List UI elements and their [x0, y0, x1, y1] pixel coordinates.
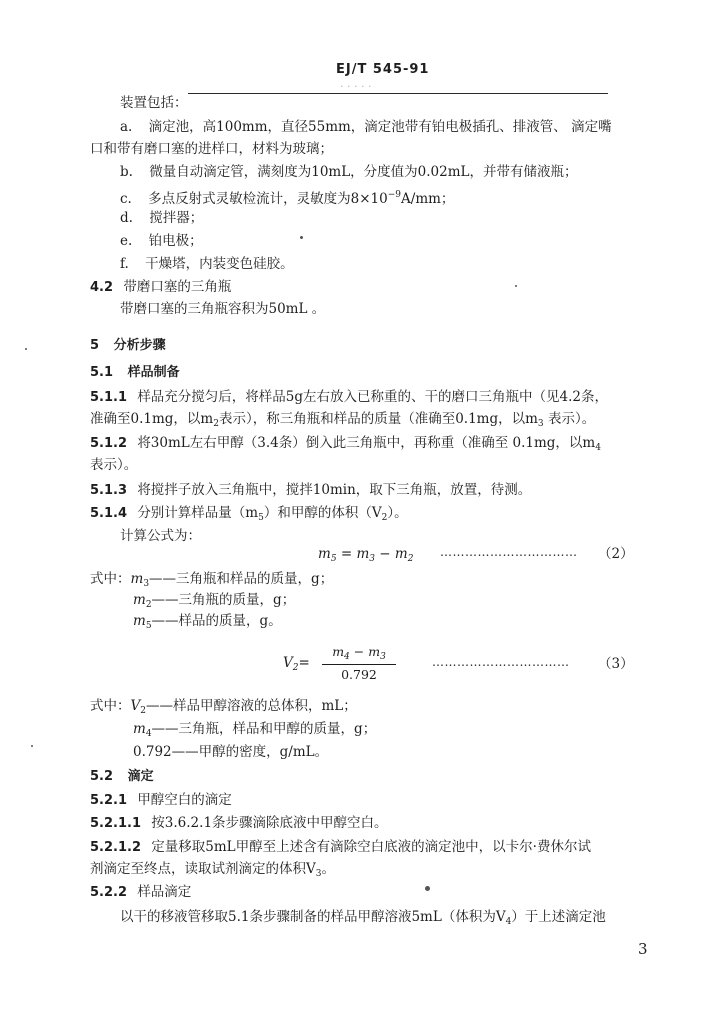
formula-2-leader: …………………………… [440, 545, 578, 559]
item-f: f. 干燥塔，内装变色硅胶。 [120, 256, 294, 272]
section-5-2-heading: 5.2 滴定 [90, 769, 154, 784]
scan-speck [515, 285, 517, 287]
clause-5-2-1-2: 5.2.1.2 定量移取5mL甲醇至上述含有滴除空白底液的滴定池中，以卡尔·费休尔试 [90, 839, 591, 855]
where-2-row-1: 式中：$m_3——$三角瓶和样品的质量，g； [90, 571, 334, 589]
scan-speck [425, 886, 430, 891]
scan-speck [300, 236, 303, 239]
clause-5-1-3: 5.1.3 将搅拌子放入三角瓶中，搅拌10min，取下三角瓶，放置，待测。 [90, 482, 532, 498]
clause-5-1-2-cont: 表示）。 [90, 457, 138, 473]
scan-speck [31, 745, 33, 747]
section-4-2-heading: 4.2 带磨口塞的三角瓶 [90, 279, 232, 295]
last-paragraph-line: 以干的移液管移取5.1条步骤制备的样品甲醇溶液5mL（体积为$V_4$）于上述滴定池 [120, 909, 606, 927]
section-5-2-2-heading: 5.2.2 样品滴定 [90, 884, 192, 900]
clause-5-2-1-1: 5.2.1.1 按3.6.2.1条步骤滴除底液中甲醇空白。 [90, 815, 388, 831]
formula-2: $m_5 = m_3 - m_2$ [318, 546, 414, 564]
clause-5-2-1-2-cont: 剂滴定至终点，读取试剂滴定的体积$V_3$。 [90, 861, 335, 879]
header-bleed-mark: · · · · · [340, 80, 372, 93]
formula-3-lhs: $V_2=$ [283, 655, 310, 673]
item-d: d. 搅拌器； [120, 210, 204, 226]
section-5-1-heading: 5.1 样品制备 [90, 365, 180, 380]
item-e: e. 铂电极； [120, 233, 203, 249]
item-b: b. 微量自动滴定管，满刻度为10mL，分度值为0.02mL，并带有储液瓶； [120, 164, 578, 180]
formula-3-fraction-bar [322, 664, 396, 665]
header-rule [188, 93, 608, 94]
where-2-row-3: $m_5——$样品的质量，g。 [133, 613, 282, 631]
where-2-row-2: $m_2——$三角瓶的质量，g； [133, 592, 296, 610]
where-3-row-1: 式中：$V_2——$样品甲醇溶液的总体积，mL； [90, 698, 357, 716]
formula-3-numerator: $m_4 - m_3$ [332, 644, 386, 662]
item-a: a. 滴定池，高100mm，直径55mm，滴定池带有铂电极插孔、排液管、 滴定嘴 [120, 119, 612, 135]
document-code: EJ/T 545-91 [336, 62, 430, 77]
clause-5-1-4: 5.1.4 分别计算样品量$(m_5)$和甲醇的体积$(V_2)$。 [90, 505, 408, 523]
clause-5-1-2: 5.1.2 将30mL左右甲醇（3.4条）倒入此三角瓶中，再称重（准确至 0.1mg，以$m_4$ [90, 435, 601, 453]
where-3-row-3: 0.792——甲醇的密度，g/mL。 [133, 744, 329, 760]
section-4-2-body: 带磨口塞的三角瓶容积为50mL 。 [120, 301, 326, 317]
clause-5-1-1-cont: 准确至0.1mg，以$m_2$表示），称三角瓶和样品的质量（准确至0.1mg，以$m_3$ 表示）。 [90, 411, 596, 429]
section-5-2-1-heading: 5.2.1 甲醇空白的滴定 [90, 792, 232, 808]
apparatus-intro: 装置包括： [120, 95, 188, 111]
formula-3-number: （3） [598, 656, 634, 672]
item-label: a. [120, 119, 133, 135]
formula-3-leader: …………………………… [432, 655, 570, 669]
item-a-cont: 口和带有磨口塞的进样口，材料为玻璃； [90, 141, 333, 157]
section-5-heading: 5 分析步骤 [90, 338, 166, 353]
clause-5-1-1: 5.1.1 样品充分搅匀后，将样品5g左右放入已称重的、干的磨口三角瓶中（见4.2条， [90, 389, 609, 405]
item-c: c. 多点反射式灵敏检流计，灵敏度为$8\times 10^{-9}A/mm$； [120, 190, 455, 207]
scan-speck [25, 348, 27, 350]
formula-2-number: （2） [598, 546, 634, 562]
where-3-row-2: $m_4——$三角瓶，样品和甲醇的质量，g； [133, 721, 377, 739]
formula-3-denominator: 0.792 [341, 667, 377, 682]
formula-intro: 计算公式为： [120, 528, 201, 544]
page-number: 3 [638, 940, 648, 958]
